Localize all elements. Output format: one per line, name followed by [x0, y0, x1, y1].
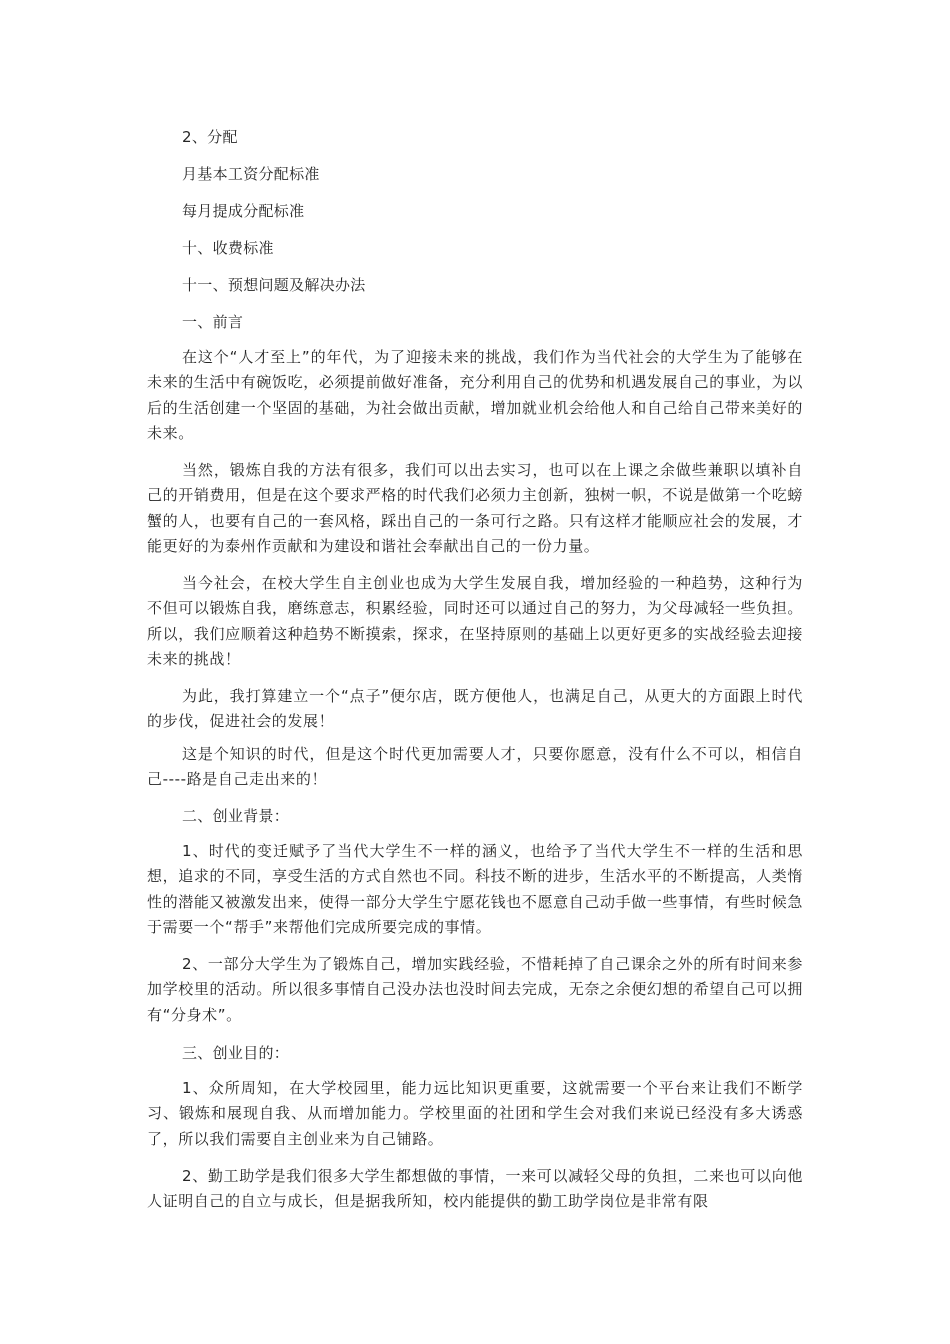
heading-preface: 一、前言: [182, 313, 244, 331]
paragraph-background-2: 2、一部分大学生为了锻炼自己，增加实践经验，不惜耗掉了自己课余之外的所有时间来参加学校里的活动。所以很多事情自己没办法也没时间去完成，无奈之余便幻想的希望自己可以拥有“分身术”。: [147, 955, 803, 1024]
paragraph-background-1: 1、时代的变迁赋予了当代大学生不一样的涵义，也给予了当代大学生不一样的生活和思想，追求的不同，享受生活的方式自然也不同。科技不断的进步，生活水平的不断提高，人类惰性的潜能又被激发出来，使得一部分大学生宁愿花钱也不愿意自己动手做一些事情，有些时候急于需要一个“帮手”来帮他们完成所要完成的事情。: [147, 842, 803, 936]
paragraph-preface-2: 当然，锻炼自我的方法有很多，我们可以出去实习，也可以在上课之余做些兼职以填补自己的开销费用，但是在这个要求严格的时代我们必须力主创新，独树一帜，不说是做第一个吃螃蟹的人，也要有自己的一套风格，踩出自己的一条可行之路。只有这样才能顺应社会的发展，才能更好的为泰州作贡献和为建设和谐社会奉献出自己的一份力量。: [147, 461, 803, 555]
heading-fee-standard: 十、收费标准: [182, 239, 274, 257]
paragraph-preface-1: 在这个“人才至上”的年代，为了迎接未来的挑战，我们作为当代社会的大学生为了能够在未来的生活中有碗饭吃，必须提前做好准备，充分利用自己的优势和机遇发展自己的事业，为以后的生活创建一个坚固的基础，为社会做出贡献，增加就业机会给他人和自己给自己带来美好的未来。: [147, 348, 803, 442]
paragraph-preface-4: 为此，我打算建立一个“点子”便尔店，既方便他人，也满足自己，从更大的方面跟上时代的步伐，促进社会的发展！: [147, 687, 803, 731]
heading-purpose: 三、创业目的：: [182, 1044, 290, 1062]
paragraph-preface-5: 这是个知识的时代，但是这个时代更加需要人才，只要你愿意，没有什么不可以，相信自己----路是自己走出来的！: [147, 745, 803, 789]
paragraph-purpose-2: 2、勤工助学是我们很多大学生都想做的事情，一来可以减轻父母的负担，二来也可以向他人证明自己的自立与成长，但是据我所知，校内能提供的勤工助学岗位是非常有限: [147, 1167, 803, 1211]
paragraph-purpose-1: 1、众所周知，在大学校园里，能力远比知识更重要，这就需要一个平台来让我们不断学习、锻炼和展现自我、从而增加能力。学校里面的社团和学生会对我们来说已经没有多大诱惑了，所以我们需要自主创业来为自己铺路。: [147, 1079, 803, 1148]
heading-anticipated-problems: 十一、预想问题及解决办法: [182, 276, 366, 294]
paragraph-preface-3: 当今社会，在校大学生自主创业也成为大学生发展自我，增加经验的一种趋势，这种行为不但可以锻炼自我，磨练意志，积累经验，同时还可以通过自己的努力，为父母减轻一些负担。所以，我们应顺着这种趋势不断摸索，探求，在坚持原则的基础上以更好更多的实战经验去迎接未来的挑战！: [147, 574, 803, 668]
heading-distribution: 2、分配: [182, 128, 238, 146]
line-monthly-commission: 每月提成分配标准: [182, 202, 305, 220]
heading-background: 二、创业背景：: [182, 807, 290, 825]
line-monthly-base-salary: 月基本工资分配标准: [182, 165, 320, 183]
